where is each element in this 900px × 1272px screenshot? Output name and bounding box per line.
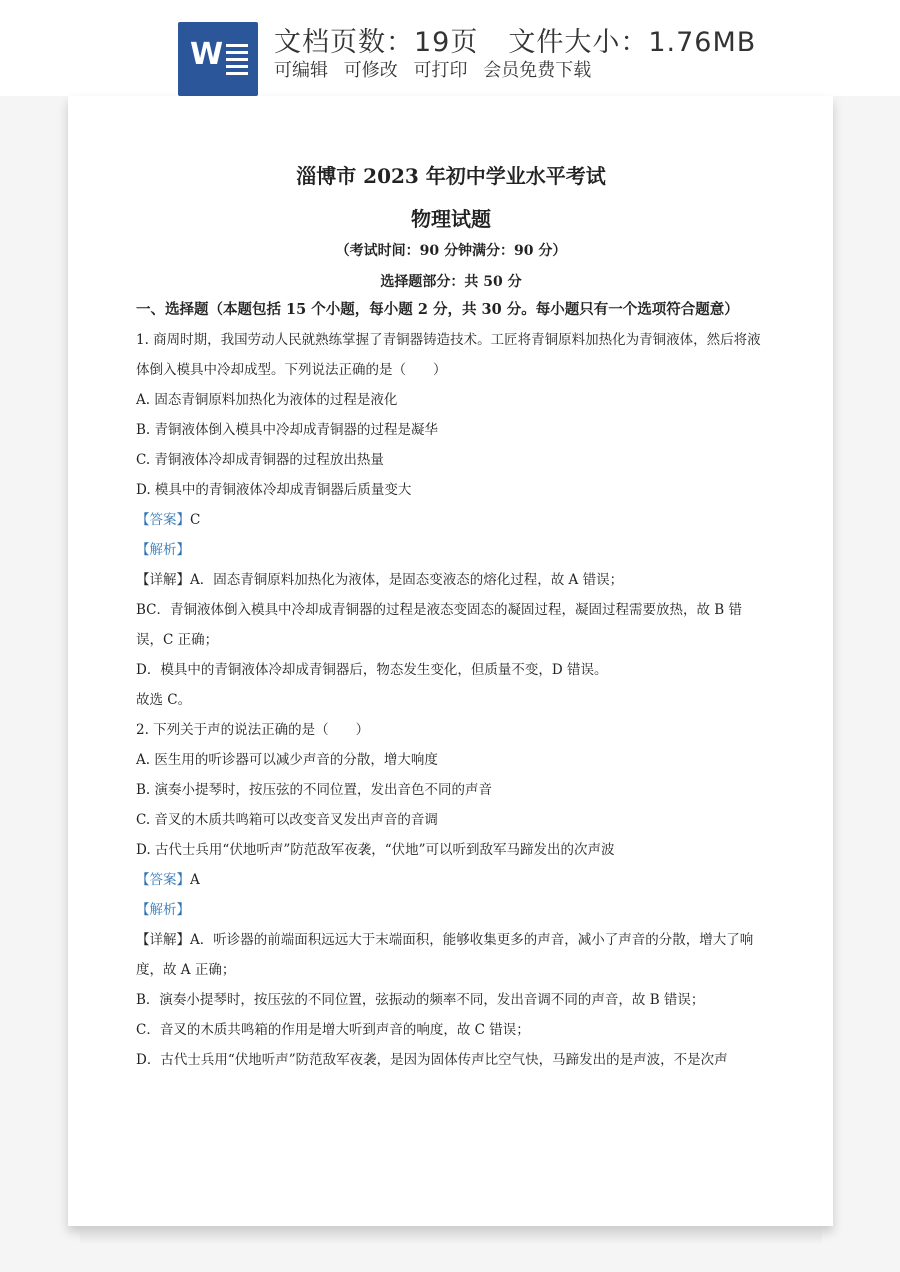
- line-text: D．模具中的青铜液体冷却成青铜器后，物态发生变化，但质量不变，D 错误。: [136, 662, 608, 678]
- line-text: C. 音叉的木质共鸣箱可以改变音叉发出声音的音调: [136, 812, 438, 828]
- page-count: 文档页数：19页: [274, 27, 479, 58]
- line-text: BC．青铜液体倒入模具中冷却成青铜器的过程是液态变固态的凝固过程，凝固过程需要放热，故 B 错: [136, 602, 743, 618]
- part-heading: 选择题部分：共 50 分: [380, 274, 522, 290]
- feature-modifiable: 可修改: [343, 60, 398, 81]
- text-line: [136, 451, 384, 469]
- answer-line: [136, 511, 200, 529]
- text-line: [136, 481, 411, 499]
- tag-label: 【答案】: [136, 512, 190, 528]
- line-text: 误，C 正确；: [136, 632, 219, 648]
- line-text: D．古代士兵用“伏地听声”防范敌军夜袭，是因为固体传声比空气快，马蹄发出的是声波，不是次声: [136, 1052, 728, 1068]
- text-line: [136, 1051, 728, 1069]
- page-shadow: [80, 1226, 822, 1244]
- text-line: [136, 631, 218, 649]
- doc-stats: [274, 20, 756, 59]
- text-line: [136, 991, 704, 1009]
- text-line: [136, 661, 607, 679]
- line-text: 【详解】A．听诊器的前端面积远远大于末端面积，能够收集更多的声音，减小了声音的分散，增大了响: [136, 932, 754, 948]
- exam-title: 淄博市 2023 年初中学业水平考试: [296, 164, 606, 188]
- text-line: [136, 841, 615, 859]
- tag-label: 【解析】: [136, 542, 190, 558]
- doc-features: [274, 56, 601, 82]
- line-text: A. 医生用的听诊器可以减少声音的分散，增大响度: [136, 752, 438, 768]
- text-line: [136, 391, 397, 409]
- document-page[interactable]: [68, 96, 833, 1226]
- line-text: 体倒入模具中冷却成型。下列说法正确的是（ ）: [136, 362, 447, 378]
- line-text: A: [190, 872, 200, 888]
- exam-info: （考试时间：90 分钟满分：90 分）: [335, 243, 567, 259]
- line-text: 1. 商周时期，我国劳动人民就熟练掌握了青铜器铸造技术。工匠将青铜原料加热化为青铜液体，然后将液: [136, 332, 761, 348]
- line-text: D. 古代士兵用“伏地听声”防范敌军夜袭，“伏地”可以听到敌军马蹄发出的次声波: [136, 842, 615, 858]
- line-text: C. 青铜液体冷却成青铜器的过程放出热量: [136, 452, 384, 468]
- word-letter: W: [190, 37, 224, 72]
- text-line: [136, 691, 191, 709]
- text-line: [136, 601, 742, 619]
- answer-line: [136, 541, 190, 559]
- text-line: [136, 811, 438, 829]
- answer-line: [136, 871, 200, 889]
- line-text: B．演奏小提琴时，按压弦的不同位置，弦振动的频率不同，发出音调不同的声音，故 B 错误；: [136, 992, 705, 1008]
- feature-printable: 可打印: [413, 60, 468, 81]
- feature-editable: 可编辑: [274, 60, 328, 81]
- feature-download: 会员免费下载: [483, 60, 592, 81]
- line-text: D. 模具中的青铜液体冷却成青铜器后质量变大: [136, 482, 412, 498]
- answer-line: [136, 901, 190, 919]
- line-text: A. 固态青铜原料加热化为液体的过程是液化: [136, 392, 398, 408]
- line-text: B. 青铜液体倒入模具中冷却成青铜器的过程是凝华: [136, 422, 439, 438]
- doc-lines-icon: [226, 44, 248, 79]
- text-line: [136, 781, 492, 799]
- document-info-banner: [0, 0, 900, 96]
- text-line: [136, 421, 438, 439]
- text-line: [136, 1021, 530, 1039]
- line-text: C．音叉的木质共鸣箱的作用是增大听到声音的响度，故 C 错误；: [136, 1022, 530, 1038]
- text-line: [136, 931, 753, 949]
- exam-subtitle: 物理试题: [411, 207, 491, 231]
- text-line: [136, 571, 623, 589]
- line-text: C: [190, 512, 201, 528]
- line-text: 【详解】A．固态青铜原料加热化为液体，是固态变液态的熔化过程，故 A 错误；: [136, 572, 624, 588]
- text-line: [136, 331, 761, 349]
- line-text: 2. 下列关于声的说法正确的是（ ）: [136, 722, 370, 738]
- line-text: 度，故 A 正确；: [136, 962, 236, 978]
- tag-label: 【解析】: [136, 902, 190, 918]
- line-text: B. 演奏小提琴时，按压弦的不同位置，发出音色不同的声音: [136, 782, 493, 798]
- section-heading: 一、选择题（本题包括 15 个小题，每小题 2 分，共 30 分。每小题只有一个选项符合题意）: [136, 301, 739, 318]
- text-line: [136, 751, 438, 769]
- text-line: [136, 361, 447, 379]
- tag-label: 【答案】: [136, 872, 190, 888]
- word-doc-icon: [178, 22, 258, 96]
- line-text: 故选 C。: [136, 692, 192, 708]
- text-line: [136, 721, 369, 739]
- file-size: 文件大小：1.76MB: [508, 27, 757, 58]
- text-line: [136, 961, 235, 979]
